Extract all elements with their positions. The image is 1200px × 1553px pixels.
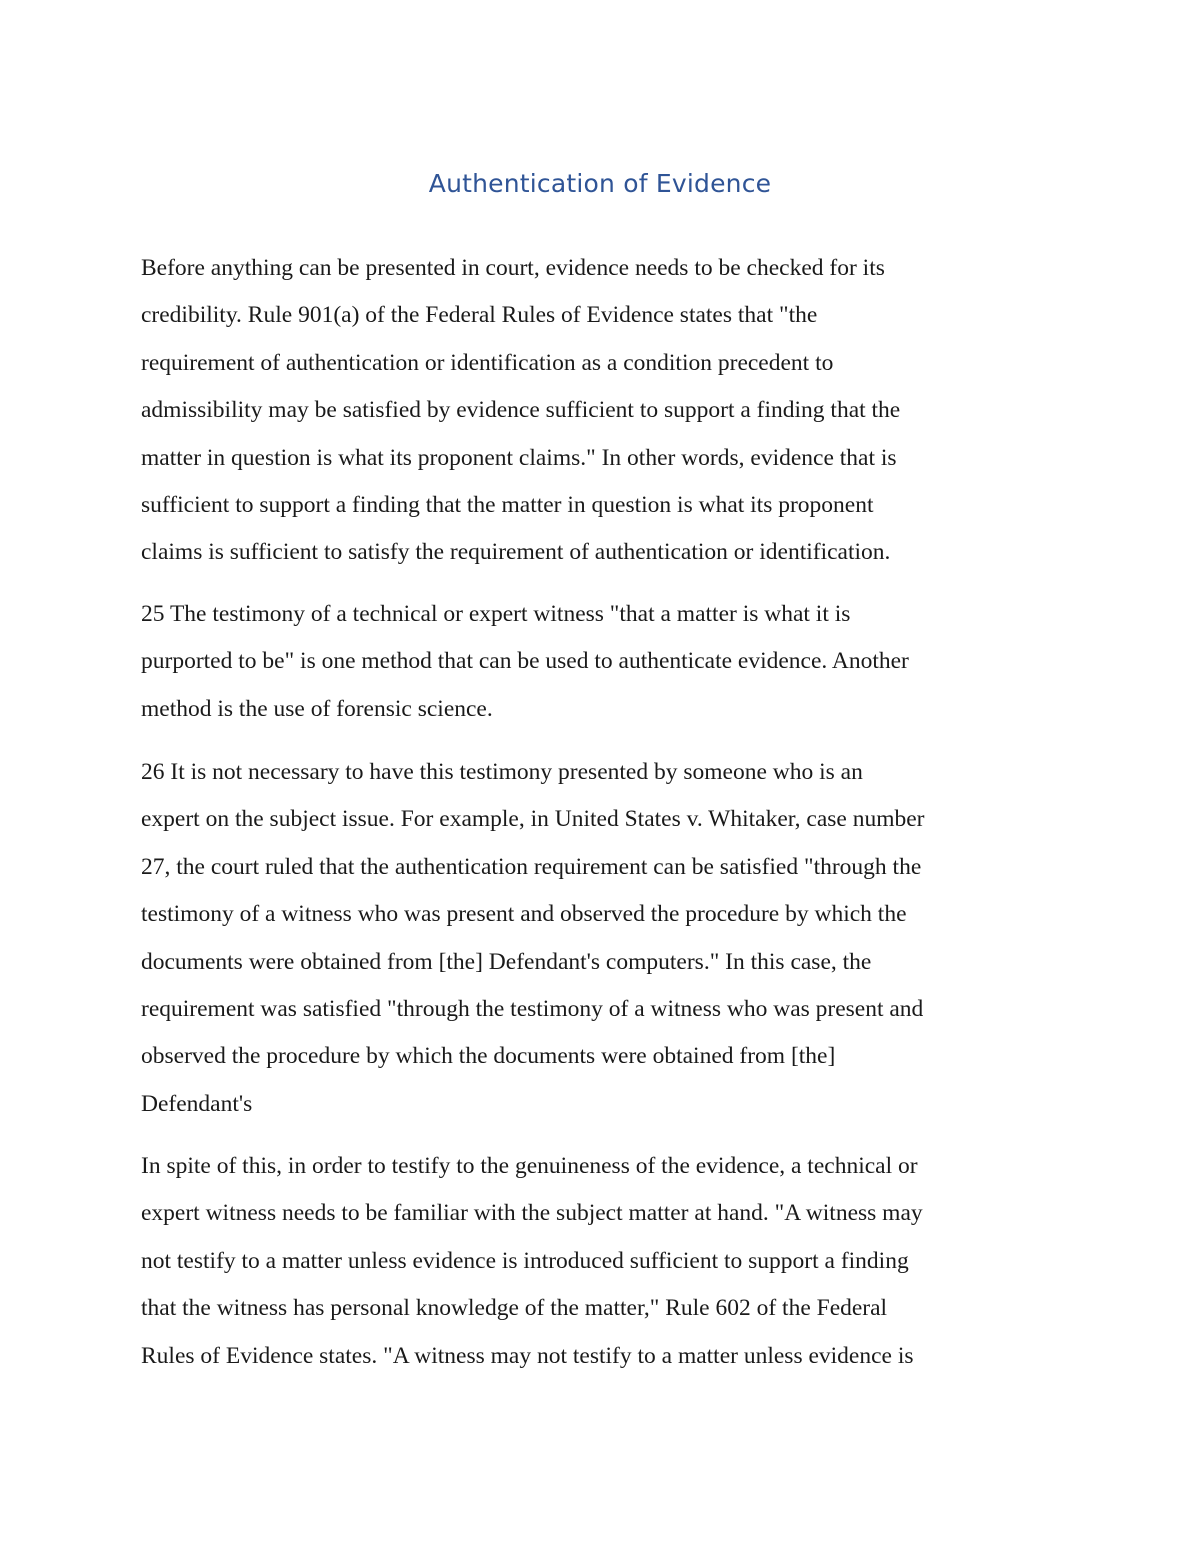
text-line: In spite of this, in order to testify to the genuineness of the evidence, a technical or [141, 1153, 918, 1179]
text-line: testimony of a witness who was present and observed the procedure by which the [141, 901, 907, 928]
text-line: credibility. Rule 901(a) of the Federal Rules of Evidence states that "the [141, 302, 818, 329]
text-line: that the witness has personal knowledge of the matter," Rule 602 of the Federal [141, 1295, 888, 1322]
text-line: purported to be" is one method that can be used to authenticate evidence. Another [141, 648, 909, 675]
text-line: 27, the court ruled that the authentication requirement can be satisfied "through the [141, 853, 922, 880]
text-line: admissibility may be satisfied by evidence sufficient to support a finding that the [141, 397, 901, 424]
document-title: Authentication of Evidence [428, 169, 772, 198]
text-line: expert on the subject issue. For example, in United States v. Whitaker, case number [141, 806, 925, 833]
paragraph-expert-testimony [141, 591, 1081, 733]
text-line: matter in question is what its proponent claims." In other words, evidence that is [141, 444, 897, 471]
text-line: Rules of Evidence states. "A witness may not testify to a matter unless evidence is [141, 1342, 914, 1369]
paragraph-whitaker-case [141, 749, 1081, 1128]
text-line: documents were obtained from [the] Defendant's computers." In this case, the [141, 948, 872, 975]
text-line: Defendant's [141, 1090, 253, 1117]
text-line: requirement of authentication or identification as a condition precedent to [141, 349, 834, 376]
text-line: expert witness needs to be familiar with the subject matter at hand. "A witness may [141, 1200, 923, 1227]
paragraph-rule-602 [141, 1143, 1081, 1380]
text-line: 25 The testimony of a technical or expert witness "that a matter is what it is [141, 601, 851, 627]
text-line: not testify to a matter unless evidence is introduced sufficient to support a finding [141, 1247, 909, 1274]
paragraph-rule-901 [141, 245, 1081, 577]
text-line: observed the procedure by which the documents were obtained from [the] [141, 1043, 836, 1070]
text-line: method is the use of forensic science. [141, 695, 493, 722]
text-line: 26 It is not necessary to have this testimony presented by someone who is an [141, 759, 863, 785]
text-line: claims is sufficient to satisfy the requirement of authentication or identification. [141, 539, 891, 566]
text-line: sufficient to support a finding that the matter in question is what its proponent [141, 491, 874, 518]
text-line: Before anything can be presented in court, evidence needs to be checked for its [141, 255, 885, 281]
text-line: requirement was satisfied "through the testimony of a witness who was present and [141, 995, 924, 1022]
